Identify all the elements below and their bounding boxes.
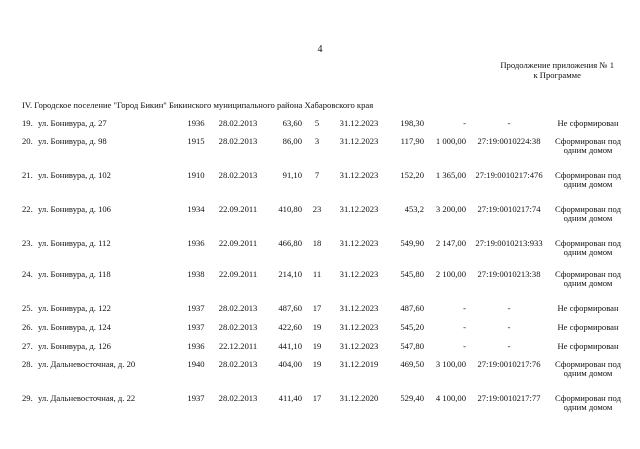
- cell-area2: 152,20: [400, 170, 424, 180]
- cell-floors: 19: [312, 359, 322, 369]
- cell-floors: 11: [312, 269, 322, 279]
- cell-status: Не сформирован: [557, 118, 619, 128]
- cell-deadline: 31.12.2023: [339, 238, 379, 248]
- cell-date: 28.02.2013: [218, 303, 258, 313]
- continuation-line-2: к Программе: [533, 70, 581, 80]
- cell-area2: 117,90: [400, 136, 424, 146]
- cell-address: ул. Дальневосточная, д. 22: [38, 393, 136, 403]
- cell-year: 1936: [187, 341, 205, 351]
- cell-status: Не сформирован: [557, 322, 619, 332]
- cell-area: 466,80: [278, 238, 302, 248]
- cell-cadastral: 27:19:0010224:38: [477, 136, 541, 146]
- cell-floors: 18: [312, 238, 322, 248]
- cell-address: ул. Бонивура, д. 27: [38, 118, 107, 128]
- cell-cadastral: -: [507, 322, 511, 332]
- cell-deadline: 31.12.2023: [339, 204, 379, 214]
- cell-deadline: 31.12.2023: [339, 118, 379, 128]
- cell-floors: 19: [312, 341, 322, 351]
- cell-date: 22.12.2011: [218, 341, 258, 351]
- cell-status: Сформирован под одним домом: [555, 269, 621, 288]
- cell-date: 28.02.2013: [218, 393, 258, 403]
- cell-num: 20.: [22, 136, 33, 146]
- cell-cadastral: -: [507, 118, 511, 128]
- cell-year: 1937: [187, 303, 205, 313]
- cell-address: ул. Бонивура, д. 124: [38, 322, 111, 332]
- cell-floors: 17: [312, 303, 322, 313]
- cell-area: 411,40: [278, 393, 302, 403]
- cell-date: 28.02.2013: [218, 136, 258, 146]
- cell-land-area: 4 100,00: [435, 393, 466, 403]
- cell-area: 404,00: [278, 359, 302, 369]
- cell-land-area: 1 365,00: [435, 170, 466, 180]
- cell-land-area: -: [463, 322, 466, 332]
- cell-area: 410,80: [278, 204, 302, 214]
- cell-year: 1915: [187, 136, 205, 146]
- cell-num: 23.: [22, 238, 33, 248]
- continuation-note: [500, 60, 614, 80]
- cell-num: 24.: [22, 269, 33, 279]
- cell-area2: 547,80: [400, 341, 424, 351]
- cell-area2: 545,80: [400, 269, 424, 279]
- cell-cadastral: 27:19:0010217:74: [477, 204, 541, 214]
- cell-date: 22.09.2011: [218, 238, 258, 248]
- cell-deadline: 31.12.2023: [339, 341, 379, 351]
- cell-address: ул. Бонивура, д. 98: [38, 136, 107, 146]
- cell-year: 1936: [187, 118, 205, 128]
- cell-status: Сформирован под одним домом: [555, 136, 621, 155]
- cell-num: 19.: [22, 118, 33, 128]
- cell-deadline: 31.12.2019: [339, 359, 379, 369]
- cell-num: 27.: [22, 341, 33, 351]
- cell-floors: 23: [312, 204, 322, 214]
- cell-address: ул. Бонивура, д. 102: [38, 170, 111, 180]
- cell-deadline: 31.12.2023: [339, 136, 379, 146]
- cell-year: 1934: [187, 204, 205, 214]
- cell-deadline: 31.12.2023: [339, 303, 379, 313]
- cell-area: 91,10: [282, 170, 302, 180]
- cell-status: Сформирован под одним домом: [555, 359, 621, 378]
- cell-num: 21.: [22, 170, 33, 180]
- cell-address: ул. Бонивура, д. 126: [38, 341, 111, 351]
- cell-area2: 453,2: [404, 204, 424, 214]
- cell-year: 1938: [187, 269, 205, 279]
- cell-address: ул. Бонивура, д. 122: [38, 303, 111, 313]
- cell-num: 28.: [22, 359, 33, 369]
- cell-floors: 17: [312, 393, 322, 403]
- cell-year: 1940: [187, 359, 205, 369]
- cell-deadline: 31.12.2023: [339, 269, 379, 279]
- cell-land-area: 3 200,00: [435, 204, 466, 214]
- cell-cadastral: 27:19:0010213:38: [477, 269, 541, 279]
- cell-status: Сформирован под одним домом: [555, 204, 621, 223]
- cell-area2: 469,50: [400, 359, 424, 369]
- cell-land-area: -: [463, 118, 466, 128]
- cell-cadastral: -: [507, 303, 511, 313]
- cell-deadline: 31.12.2020: [339, 393, 379, 403]
- cell-cadastral: 27:19:0010217:76: [477, 359, 541, 369]
- cell-deadline: 31.12.2023: [339, 322, 379, 332]
- cell-cadastral: 27:19:0010217:476: [475, 170, 543, 180]
- cell-address: ул. Бонивура, д. 112: [38, 238, 111, 248]
- cell-year: 1937: [187, 393, 205, 403]
- cell-area2: 487,60: [400, 303, 424, 313]
- cell-year: 1937: [187, 322, 205, 332]
- cell-date: 28.02.2013: [218, 118, 258, 128]
- cell-land-area: 3 100,00: [435, 359, 466, 369]
- cell-deadline: 31.12.2023: [339, 170, 379, 180]
- cell-area: 63,60: [282, 118, 302, 128]
- cell-area: 86,00: [282, 136, 302, 146]
- cell-status: Сформирован под одним домом: [555, 170, 621, 189]
- cell-year: 1910: [187, 170, 205, 180]
- cell-floors: 5: [314, 118, 320, 128]
- cell-num: 26.: [22, 322, 33, 332]
- cell-date: 22.09.2011: [218, 269, 258, 279]
- cell-year: 1936: [187, 238, 205, 248]
- cell-status: Не сформирован: [557, 341, 619, 351]
- cell-area: 214,10: [278, 269, 302, 279]
- cell-area2: 545,20: [400, 322, 424, 332]
- cell-floors: 3: [314, 136, 320, 146]
- cell-area2: 198,30: [400, 118, 424, 128]
- cell-status: Сформирован под одним домом: [555, 393, 621, 412]
- cell-status: Не сформирован: [557, 303, 619, 313]
- cell-date: 28.02.2013: [218, 359, 258, 369]
- cell-num: 22.: [22, 204, 33, 214]
- cell-date: 28.02.2013: [218, 170, 258, 180]
- page-number: 4: [317, 44, 323, 55]
- cell-floors: 19: [312, 322, 322, 332]
- cell-num: 29.: [22, 393, 33, 403]
- cell-land-area: -: [463, 341, 466, 351]
- continuation-line-1: Продолжение приложения № 1: [500, 60, 614, 70]
- cell-land-area: 2 147,00: [435, 238, 466, 248]
- cell-area2: 529,40: [400, 393, 424, 403]
- cell-land-area: -: [463, 303, 466, 313]
- cell-floors: 7: [314, 170, 320, 180]
- cell-area: 487,60: [278, 303, 302, 313]
- cell-cadastral: -: [507, 341, 511, 351]
- cell-date: 28.02.2013: [218, 322, 258, 332]
- cell-cadastral: 27:19:0010213:933: [475, 238, 543, 248]
- cell-date: 22.09.2011: [218, 204, 258, 214]
- section-title: IV. Городское поселение "Город Бикин" Бикинского муниципального района Хабаровского края: [22, 100, 374, 110]
- cell-area: 422,60: [278, 322, 302, 332]
- cell-num: 25.: [22, 303, 33, 313]
- cell-address: ул. Бонивура, д. 106: [38, 204, 111, 214]
- cell-area: 441,10: [278, 341, 302, 351]
- cell-area2: 549,90: [400, 238, 424, 248]
- cell-land-area: 1 000,00: [435, 136, 466, 146]
- cell-address: ул. Дальневосточная, д. 20: [38, 359, 136, 369]
- cell-cadastral: 27:19:0010217:77: [477, 393, 541, 403]
- cell-land-area: 2 100,00: [435, 269, 466, 279]
- cell-status: Сформирован под одним домом: [555, 238, 621, 257]
- cell-address: ул. Бонивура, д. 118: [38, 269, 111, 279]
